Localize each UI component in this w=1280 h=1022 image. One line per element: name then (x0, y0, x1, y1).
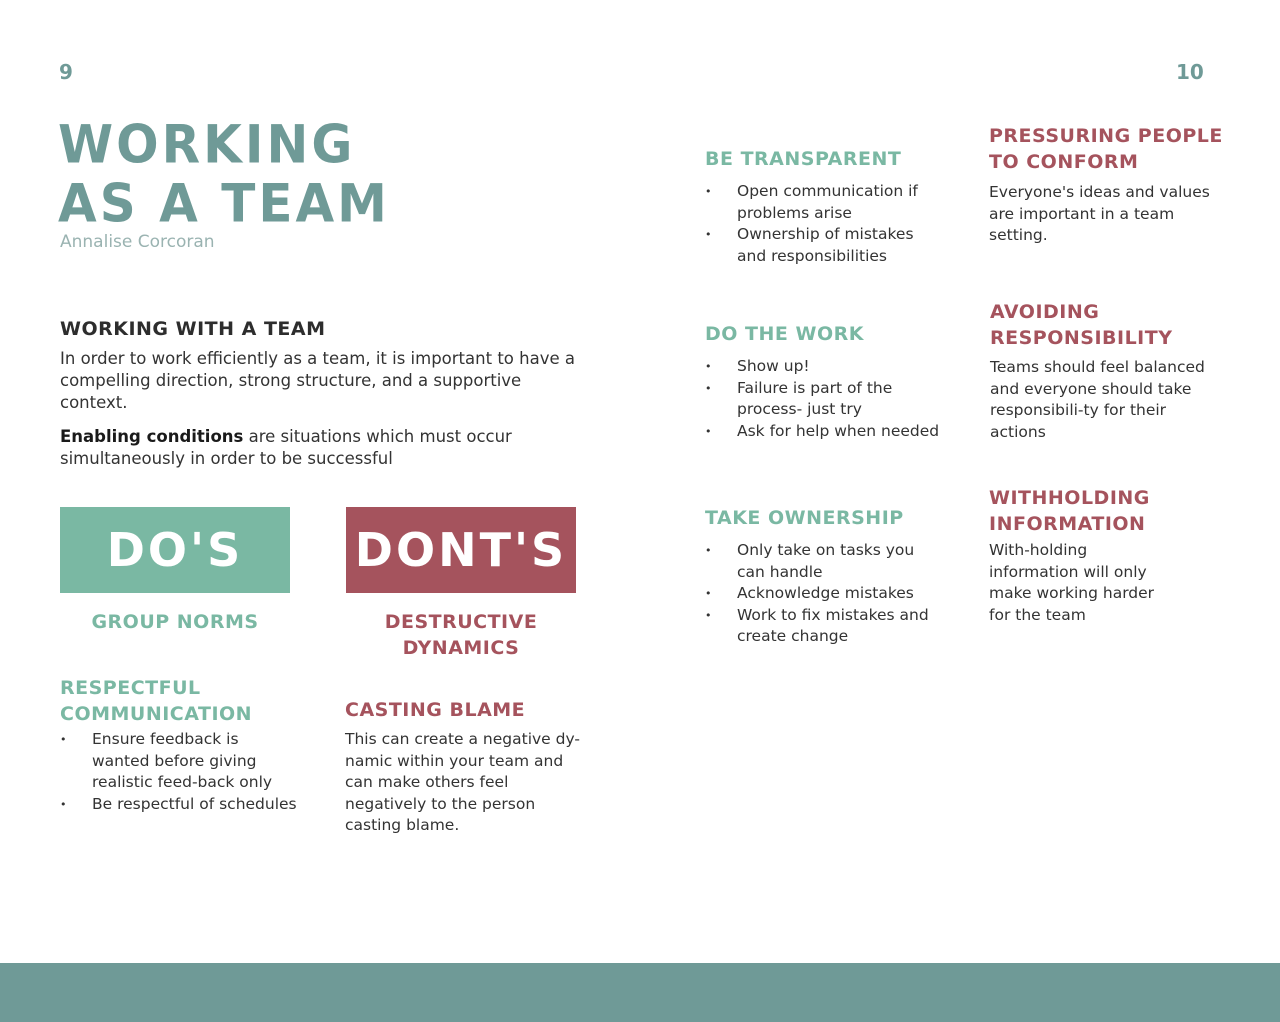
respectful-heading (60, 675, 252, 727)
enabling-paragraph (60, 426, 590, 470)
respectful-heading-line-2: COMMUNICATION (60, 703, 253, 725)
page-number-left: 9 (59, 60, 73, 84)
footer-bar (0, 963, 1280, 1022)
donts-box (346, 507, 576, 593)
avoiding-heading (990, 299, 1172, 351)
destructive-dynamics-label: DESTRUCTIVE DYNAMICS (384, 611, 538, 659)
respectful-heading-line-1: RESPECTFUL (60, 677, 201, 699)
enabling-bold: Enabling conditions (60, 427, 244, 446)
dos-label: DO'S (106, 523, 244, 577)
withholding-heading-line-2: INFORMATION (989, 513, 1146, 535)
withholding-heading (989, 485, 1150, 537)
donts-label: DONT'S (354, 523, 568, 577)
list-item: • Failure is part of the process- just try (705, 378, 945, 421)
list-item: • Show up! (705, 356, 945, 378)
list-item: • Acknowledge mistakes (705, 583, 945, 605)
group-norms-label: GROUP NORMS (91, 611, 259, 633)
pressuring-heading-line-1: PRESSURING PEOPLE (989, 125, 1223, 147)
be-transparent-heading: BE TRANSPARENT (705, 148, 902, 170)
list-item: • Open communication if problems arise (705, 181, 945, 224)
list-item: • Work to fix mistakes and create change (705, 605, 945, 648)
withholding-text: With-holding information will only make working harder for the team (989, 541, 1155, 624)
intro-paragraph: In order to work efficiently as a team, it is important to have a compelling direction, strong structure, and a supportive context. (60, 349, 575, 412)
be-transparent-list (705, 181, 945, 267)
do-the-work-list (705, 356, 945, 442)
pressuring-heading (989, 123, 1223, 175)
avoiding-heading-line-1: AVOIDING (990, 301, 1100, 323)
take-ownership-heading: TAKE OWNERSHIP (705, 507, 904, 529)
avoiding-text: Teams should feel balanced and everyone should take responsibili-ty for their actions (990, 358, 1205, 441)
title-line-1: WORKING (58, 114, 356, 176)
list-item: • Only take on tasks you can handle (705, 540, 945, 583)
enabling-rest: are situations which must occur simultaneously in order to be successful (60, 427, 512, 468)
dos-box (60, 507, 290, 593)
casting-blame-heading: CASTING BLAME (345, 699, 526, 721)
list-item: • Ownership of mistakes and responsibilities (705, 224, 945, 267)
withholding-heading-line-1: WITHHOLDING (989, 487, 1150, 509)
list-item: • Ensure feedback is wanted before giving realistic feed-back only (60, 729, 300, 794)
pressuring-heading-line-2: TO CONFORM (989, 151, 1139, 173)
respectful-list (60, 729, 300, 815)
casting-blame-text: This can create a negative dy-namic within your team and can make others feel negatively to the person casting blame. (345, 730, 580, 834)
page-title (58, 115, 390, 233)
do-the-work-heading: DO THE WORK (705, 323, 864, 345)
title-line-2: AS A TEAM (58, 172, 390, 234)
section-heading: WORKING WITH A TEAM (60, 318, 326, 340)
author-name: Annalise Corcoran (60, 232, 215, 252)
pressuring-text: Everyone's ideas and values are important in a team setting. (989, 183, 1210, 244)
avoiding-heading-line-2: RESPONSIBILITY (990, 327, 1173, 349)
page-number-right: 10 (1176, 60, 1204, 84)
take-ownership-list (705, 540, 945, 648)
list-item: • Ask for help when needed (705, 421, 945, 443)
list-item: • Be respectful of schedules (60, 794, 300, 816)
